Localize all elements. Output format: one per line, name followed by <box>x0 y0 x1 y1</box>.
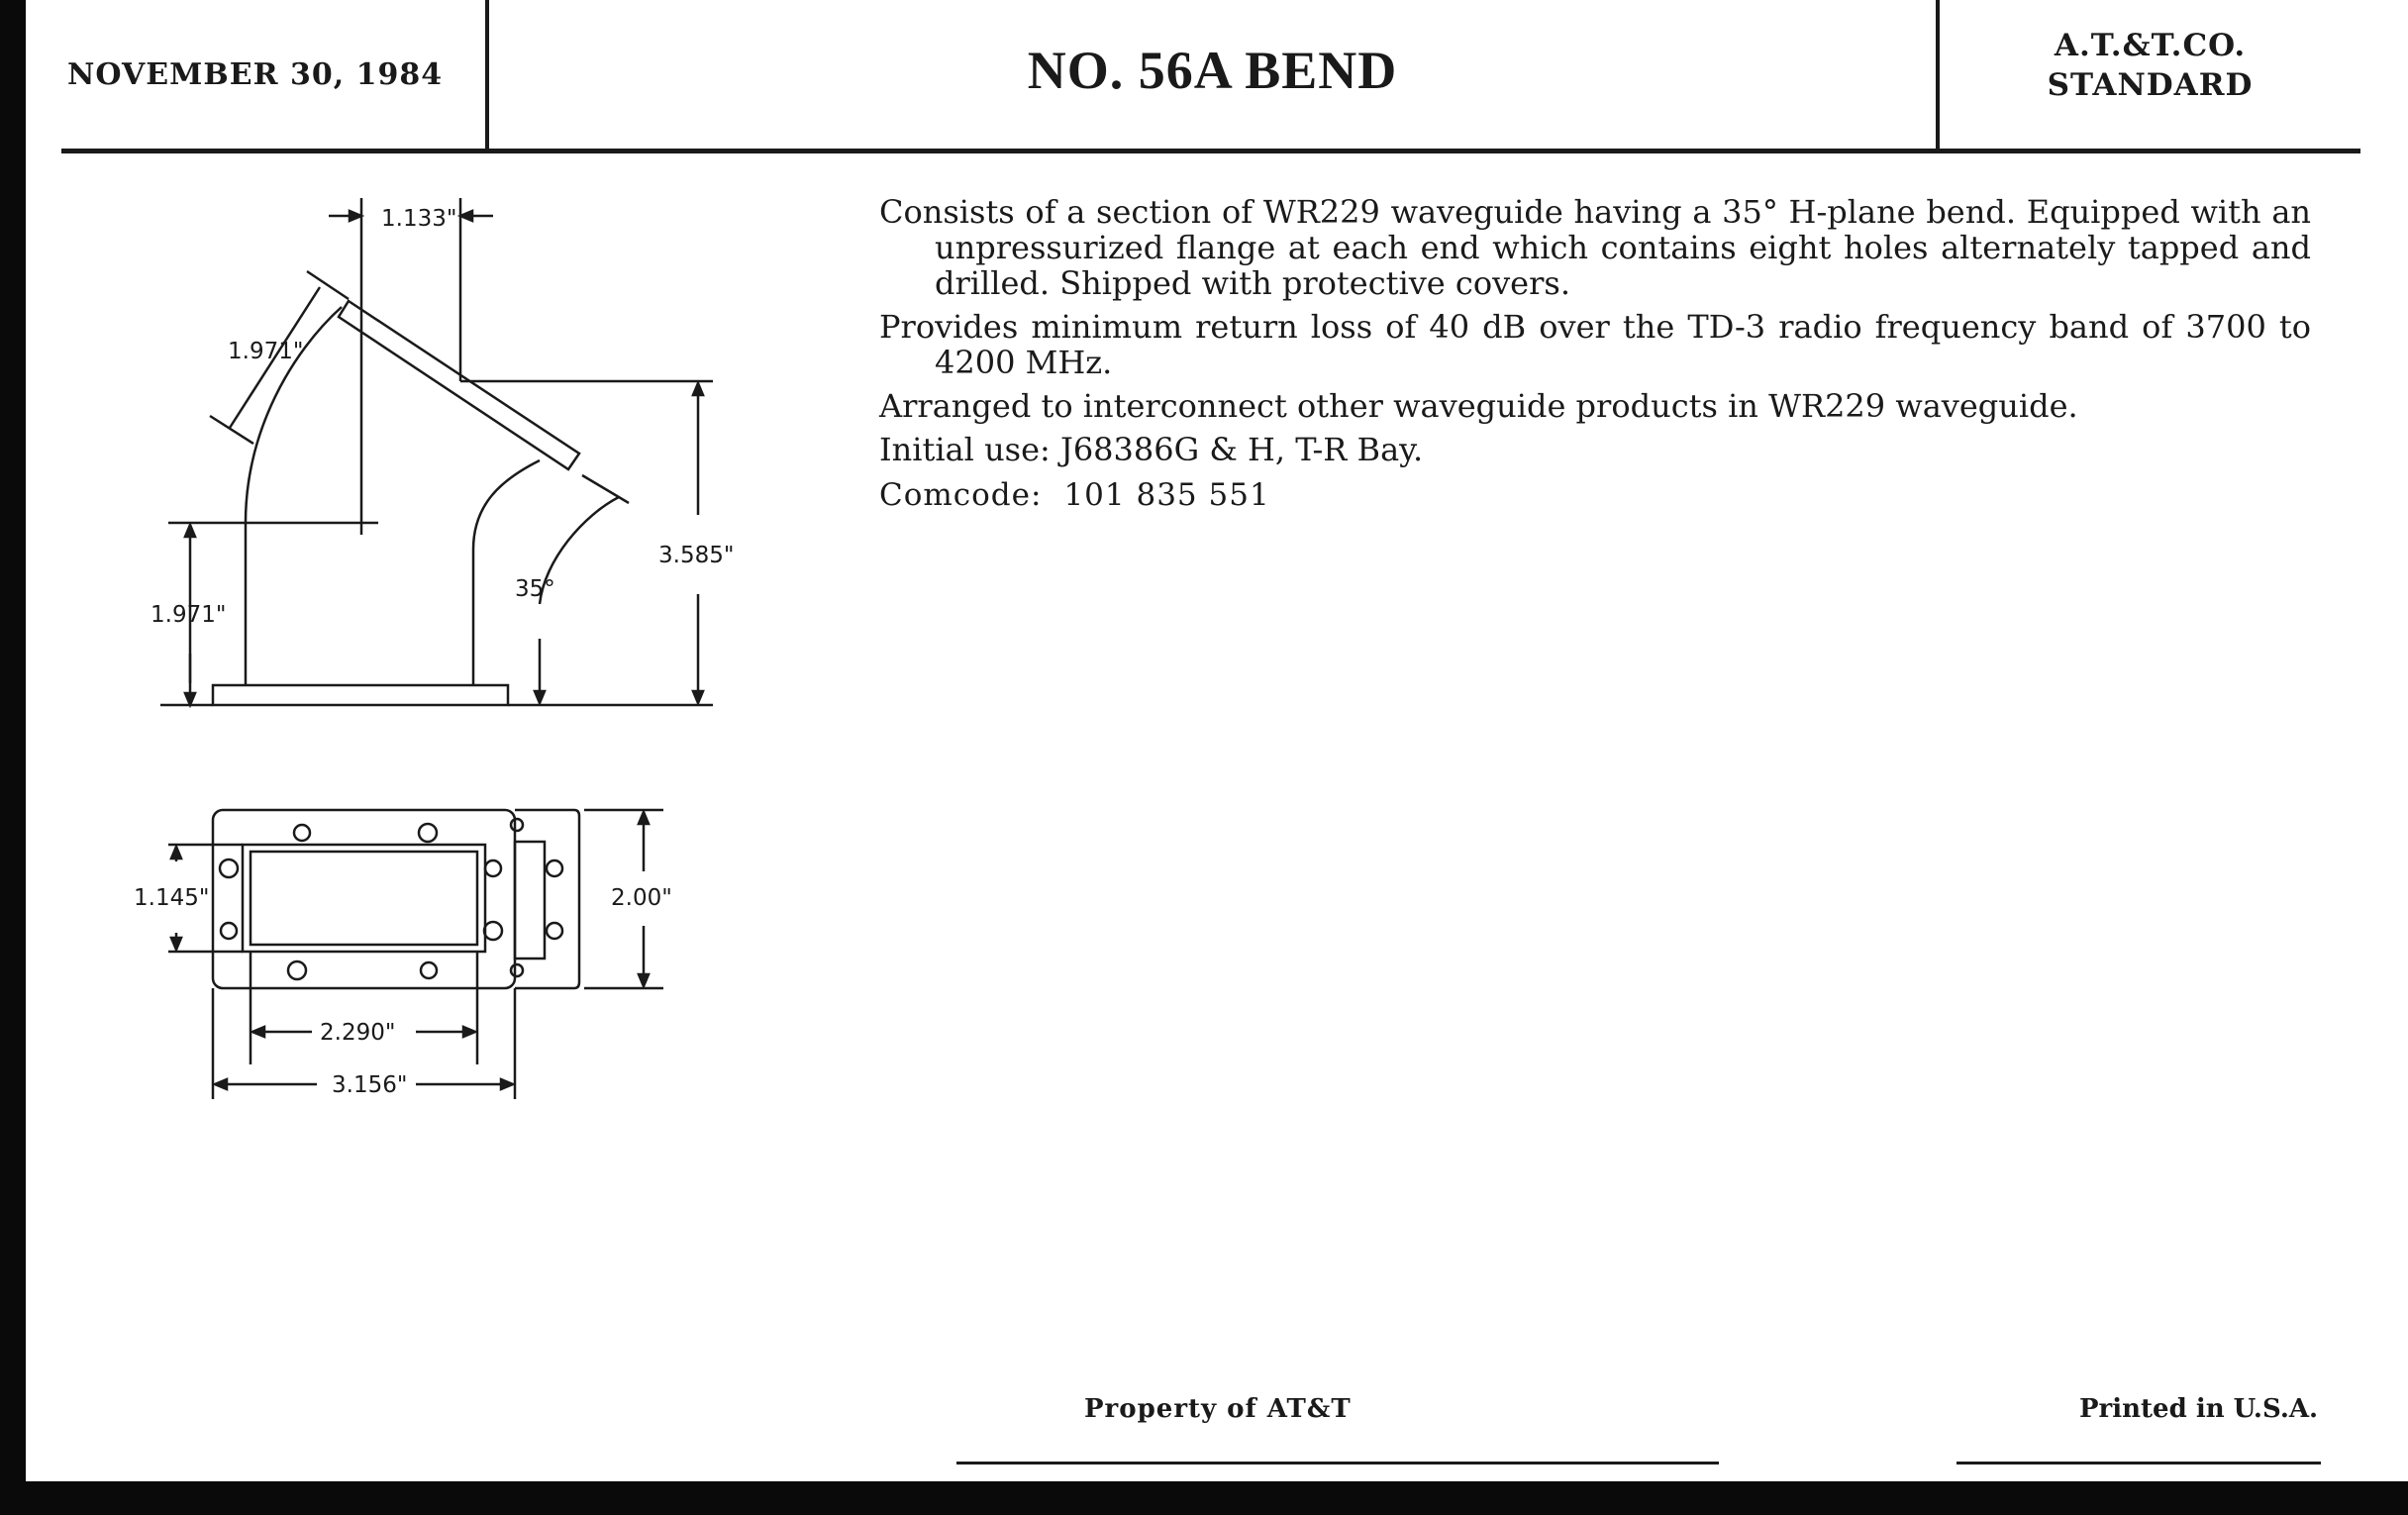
scan-edge-bottom <box>0 1481 2408 1515</box>
dim-label-opening-width: 2.290" <box>320 1020 396 1046</box>
product-description <box>879 194 2311 521</box>
flange-opening-outer <box>243 845 485 952</box>
description-paragraph: Consists of a section of WR229 waveguide having a 35° H-plane bend. Equipped with an unpressurized flange at each end which contains eight holes alternately tapped and drilled. Shipped with protective covers. <box>879 193 2311 302</box>
dim-ext-35-angle <box>582 475 629 503</box>
footer-property: Property of AT&T <box>1084 1394 1352 1424</box>
flange-hole <box>220 859 238 877</box>
description-paragraph: Provides minimum return loss of 40 dB over the TD-3 radio frequency band of 3700 to 4200 MHz. <box>879 308 2311 381</box>
flange-hole <box>419 824 437 842</box>
flange-end-step <box>515 842 545 959</box>
org-line-1: A.T.&T.CO. <box>2054 28 2247 63</box>
waveguide-drawing <box>119 188 752 1109</box>
header-rule <box>61 149 2360 153</box>
flange-hole <box>221 923 237 939</box>
flange-hole <box>294 825 310 841</box>
flange-end-outline <box>213 810 515 988</box>
dim-label-straight-height: 1.971" <box>150 602 227 628</box>
flange-hole <box>547 860 562 876</box>
dim-label-angle: 35° <box>515 576 555 602</box>
header-date: NOVEMBER 30, 1984 <box>67 57 444 92</box>
flange-hole <box>511 819 523 831</box>
comcode-value: 101 835 551 <box>1063 477 1270 513</box>
flange-hole <box>288 961 306 979</box>
bottom-flange-shape <box>213 685 508 705</box>
comcode-label: Comcode: <box>879 477 1043 513</box>
dim-label-overall-height: 3.585" <box>658 543 735 568</box>
dim-label-offset-top: 1.133" <box>381 206 457 232</box>
flange-hole <box>421 962 437 978</box>
dim-label-flange-width: 3.156" <box>332 1072 408 1098</box>
dim-label-flange-face: 1.971" <box>228 339 304 364</box>
flange-hole <box>547 923 562 939</box>
footer-printed: Printed in U.S.A. <box>2079 1394 2319 1424</box>
footer-rule-right <box>1956 1462 2321 1464</box>
dim-ext-1971-top <box>307 271 349 299</box>
flange-opening-inner <box>251 852 477 945</box>
footer-rule-left <box>956 1462 1719 1464</box>
dim-label-opening-height: 1.145" <box>134 885 210 911</box>
description-paragraph: Arranged to interconnect other waveguide products in WR229 waveguide. <box>879 387 2078 425</box>
right-wall-curve <box>473 460 540 685</box>
scan-edge-left <box>0 0 26 1515</box>
flange-hole <box>484 922 502 940</box>
flange-hole <box>511 964 523 976</box>
dim-label-flange-height: 2.00" <box>611 885 672 911</box>
page-title: NO. 56A BEND <box>1027 41 1398 100</box>
header-organization <box>1940 26 2360 105</box>
top-flange-shape <box>339 301 579 469</box>
org-line-2: STANDARD <box>2047 67 2254 103</box>
comcode-line <box>879 477 2311 513</box>
description-paragraph: Initial use: J68386G & H, T-R Bay. <box>879 431 1424 468</box>
flange-hole <box>485 860 501 876</box>
dim-ext-1971-bottom <box>210 416 253 444</box>
flange-end-side <box>515 810 579 988</box>
